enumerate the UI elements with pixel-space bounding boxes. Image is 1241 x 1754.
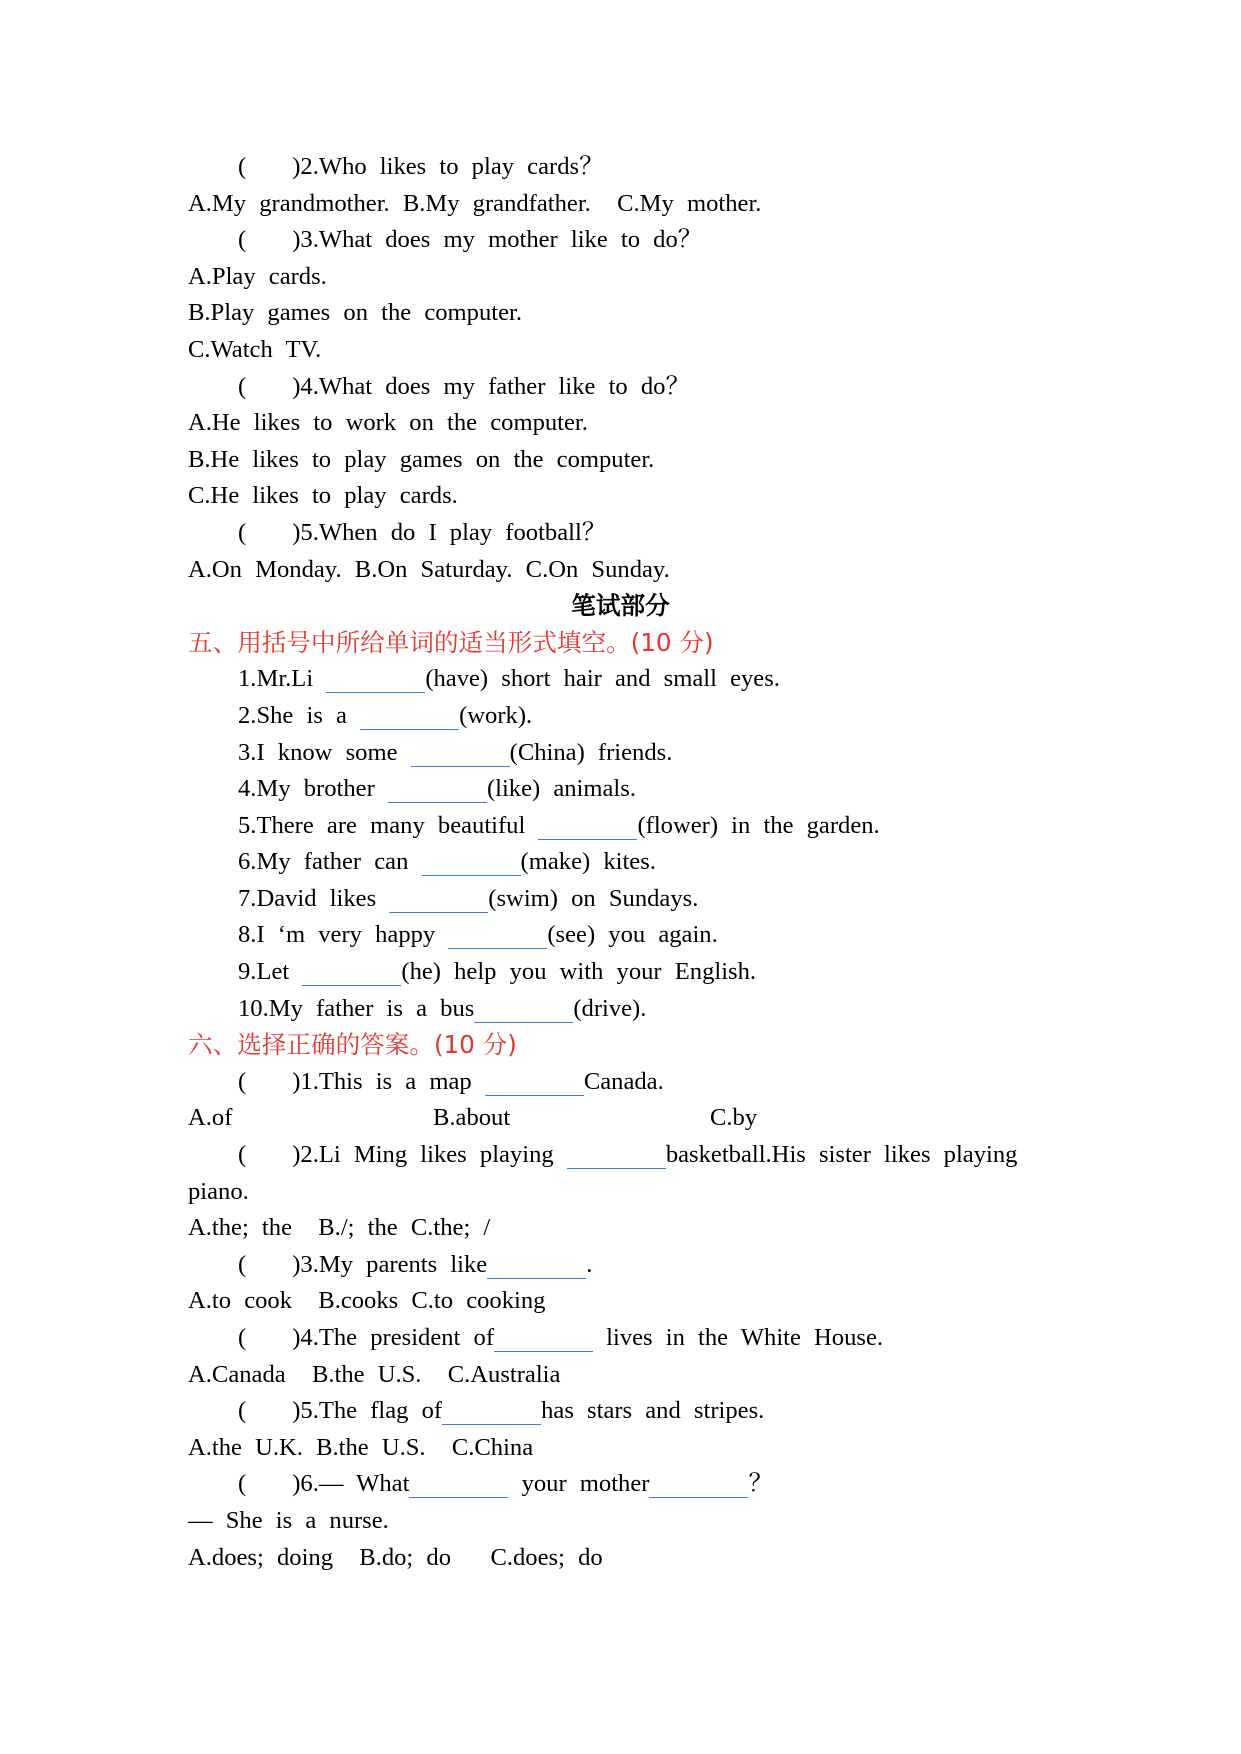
option-b: B.about [433,1104,511,1132]
item-after: (have) short hair and small eyes. [425,665,780,693]
section5-heading: 五、用括号中所给单词的适当形式填空。(10 分) [188,627,714,657]
fill-item-3 [0,735,1241,772]
item-before: 7.David likes [238,884,390,912]
fill-item-7 [0,881,1241,918]
answer-blank [474,1021,573,1023]
item-after: (make) kites. [520,848,656,876]
bracket-open: ( [238,1397,247,1425]
option-line [0,405,1241,442]
fill-item-10 [0,991,1241,1028]
question-before: 4.The president of [300,1324,495,1351]
options-text: A.to cook B.cooks C.to cooking [188,1287,546,1315]
fill-item-1 [0,661,1241,698]
item-after: (drive). [573,994,647,1022]
answer-blank [302,984,401,986]
options-text: A.the; the B./; the C.the; / [188,1214,491,1242]
option-line [0,442,1241,479]
bracket-close: ) [292,1250,301,1278]
item-after: (he) help you with your English. [401,958,757,986]
question-text: 4.What does my father like to do？ [300,372,691,400]
bracket-close: ) [292,1141,301,1169]
option-c: C.by [710,1104,758,1132]
choice-question-3 [0,1247,1241,1284]
option-line [0,186,1241,223]
item-after: (swim) on Sundays. [488,884,699,912]
item-before: 8.I ‘m very happy [238,921,449,949]
item-after: (China) friends. [509,738,673,766]
question-after: . [586,1250,593,1278]
bracket-open: ( [238,518,247,546]
question-before: 2.Li Ming likes playing [300,1141,567,1169]
answer-blank [538,838,637,840]
question-after: has stars and stripes. [541,1397,765,1425]
bracket-close: ) [292,1324,301,1351]
answer-blank [442,1423,541,1425]
option-a: A.Play cards. [188,262,327,290]
listening-question-4 [0,369,1241,406]
question-after: Canada. [583,1067,664,1095]
option-line [0,1283,1241,1320]
item-before: 4.My brother [238,775,388,803]
option-line [0,1210,1241,1247]
question-after: ？ [748,1470,774,1498]
bracket-open: ( [238,226,247,254]
fill-item-4 [0,771,1241,808]
listening-question-2 [0,149,1241,186]
question-text: 2.Who likes to play cards？ [300,153,604,180]
option-line [0,295,1241,332]
fill-item-5 [0,808,1241,845]
question-text: 5.When do I play football？ [300,518,607,546]
answer-blank [360,728,459,730]
answer-blank [422,874,521,876]
dialogue-answer [0,1503,1241,1540]
option-a: A.He likes to work on the computer. [188,409,588,437]
bracket-open: ( [238,1250,247,1278]
question-continued [0,1174,1241,1211]
option-a: A.of [188,1104,233,1132]
item-after: (flower) in the garden. [637,811,880,839]
bracket-open: ( [238,1141,247,1169]
option-line [0,478,1241,515]
option-c: C.Watch TV. [188,335,322,363]
dialogue-answer-text: — She is a nurse. [188,1506,389,1534]
question-after: lives in the White House. [593,1324,884,1351]
question-text: 3.What does my mother like to do？ [300,226,703,254]
question-before: 3.My parents like [300,1250,488,1278]
bracket-close: ) [292,153,301,180]
answer-blank [485,1094,584,1096]
options-text: A.does; doing B.do; do C.does; do [188,1543,603,1571]
question-after: basketball.His sister likes playing [665,1141,1018,1169]
listening-question-3 [0,222,1241,259]
fill-item-6 [0,844,1241,881]
answer-blank [567,1167,666,1169]
exam-page [0,149,1241,1576]
fill-item-9 [0,954,1241,991]
question-continued-text: piano. [188,1177,249,1205]
options-text: A.On Monday. B.On Saturday. C.On Sunday. [188,555,670,583]
option-line [0,552,1241,589]
option-line [0,1430,1241,1467]
item-before: 1.Mr.Li [238,665,327,693]
answer-blank [326,691,425,693]
options-text: A.the U.K. B.the U.S. C.China [188,1433,534,1461]
question-before: 5.The flag of [300,1397,443,1425]
item-before: 10.My father is a bus [238,994,475,1022]
options-text: A.My grandmother. B.My grandfather. C.My mother. [188,189,762,217]
bracket-open: ( [238,372,247,400]
choice-question-4 [0,1320,1241,1357]
question-before: 1.This is a map [300,1067,485,1095]
option-line [0,332,1241,369]
options-text: A.Canada B.the U.S. C.Australia [188,1360,561,1388]
answer-blank [411,765,510,767]
item-before: 5.There are many beautiful [238,811,539,839]
bracket-open: ( [238,1324,247,1351]
bracket-open: ( [238,1470,247,1498]
bracket-open: ( [238,153,247,180]
fill-item-8 [0,917,1241,954]
bracket-close: ) [292,372,301,400]
answer-blank [494,1350,593,1352]
bracket-close: ) [292,518,301,546]
answer-blank [388,801,487,803]
option-line [0,259,1241,296]
bracket-open: ( [238,1067,247,1095]
option-line [0,1357,1241,1394]
option-c: C.He likes to play cards. [188,482,458,510]
bracket-close: ) [292,1470,301,1498]
written-part-title: 笔试部分 [571,591,670,621]
bracket-close: ) [292,226,301,254]
bracket-close: ) [292,1397,301,1425]
question-before: 6.— What [300,1470,410,1498]
item-after: (like) animals. [486,775,636,803]
answer-blank [409,1496,508,1498]
item-before: 9.Let [238,958,303,986]
option-line [0,1540,1241,1577]
answer-blank [649,1496,748,1498]
item-before: 3.I know some [238,738,411,766]
question-middle: your mother [508,1470,650,1498]
option-b: B.He likes to play games on the computer. [188,445,655,473]
item-after: (work). [459,701,533,729]
listening-question-5 [0,515,1241,552]
option-line [0,1100,1241,1137]
bracket-close: ) [292,1067,301,1095]
option-b: B.Play games on the computer. [188,299,523,327]
choice-question-5 [0,1393,1241,1430]
answer-blank [448,947,547,949]
fill-item-2 [0,698,1241,735]
item-after: (see) you again. [547,921,718,949]
answer-blank [389,911,488,913]
choice-question-1 [0,1064,1241,1101]
answer-blank [487,1277,586,1279]
choice-question-2 [0,1137,1241,1174]
section6-heading: 六、选择正确的答案。(10 分) [188,1030,517,1060]
item-before: 6.My father can [238,848,422,876]
choice-question-6 [0,1466,1241,1503]
item-before: 2.She is a [238,701,361,729]
